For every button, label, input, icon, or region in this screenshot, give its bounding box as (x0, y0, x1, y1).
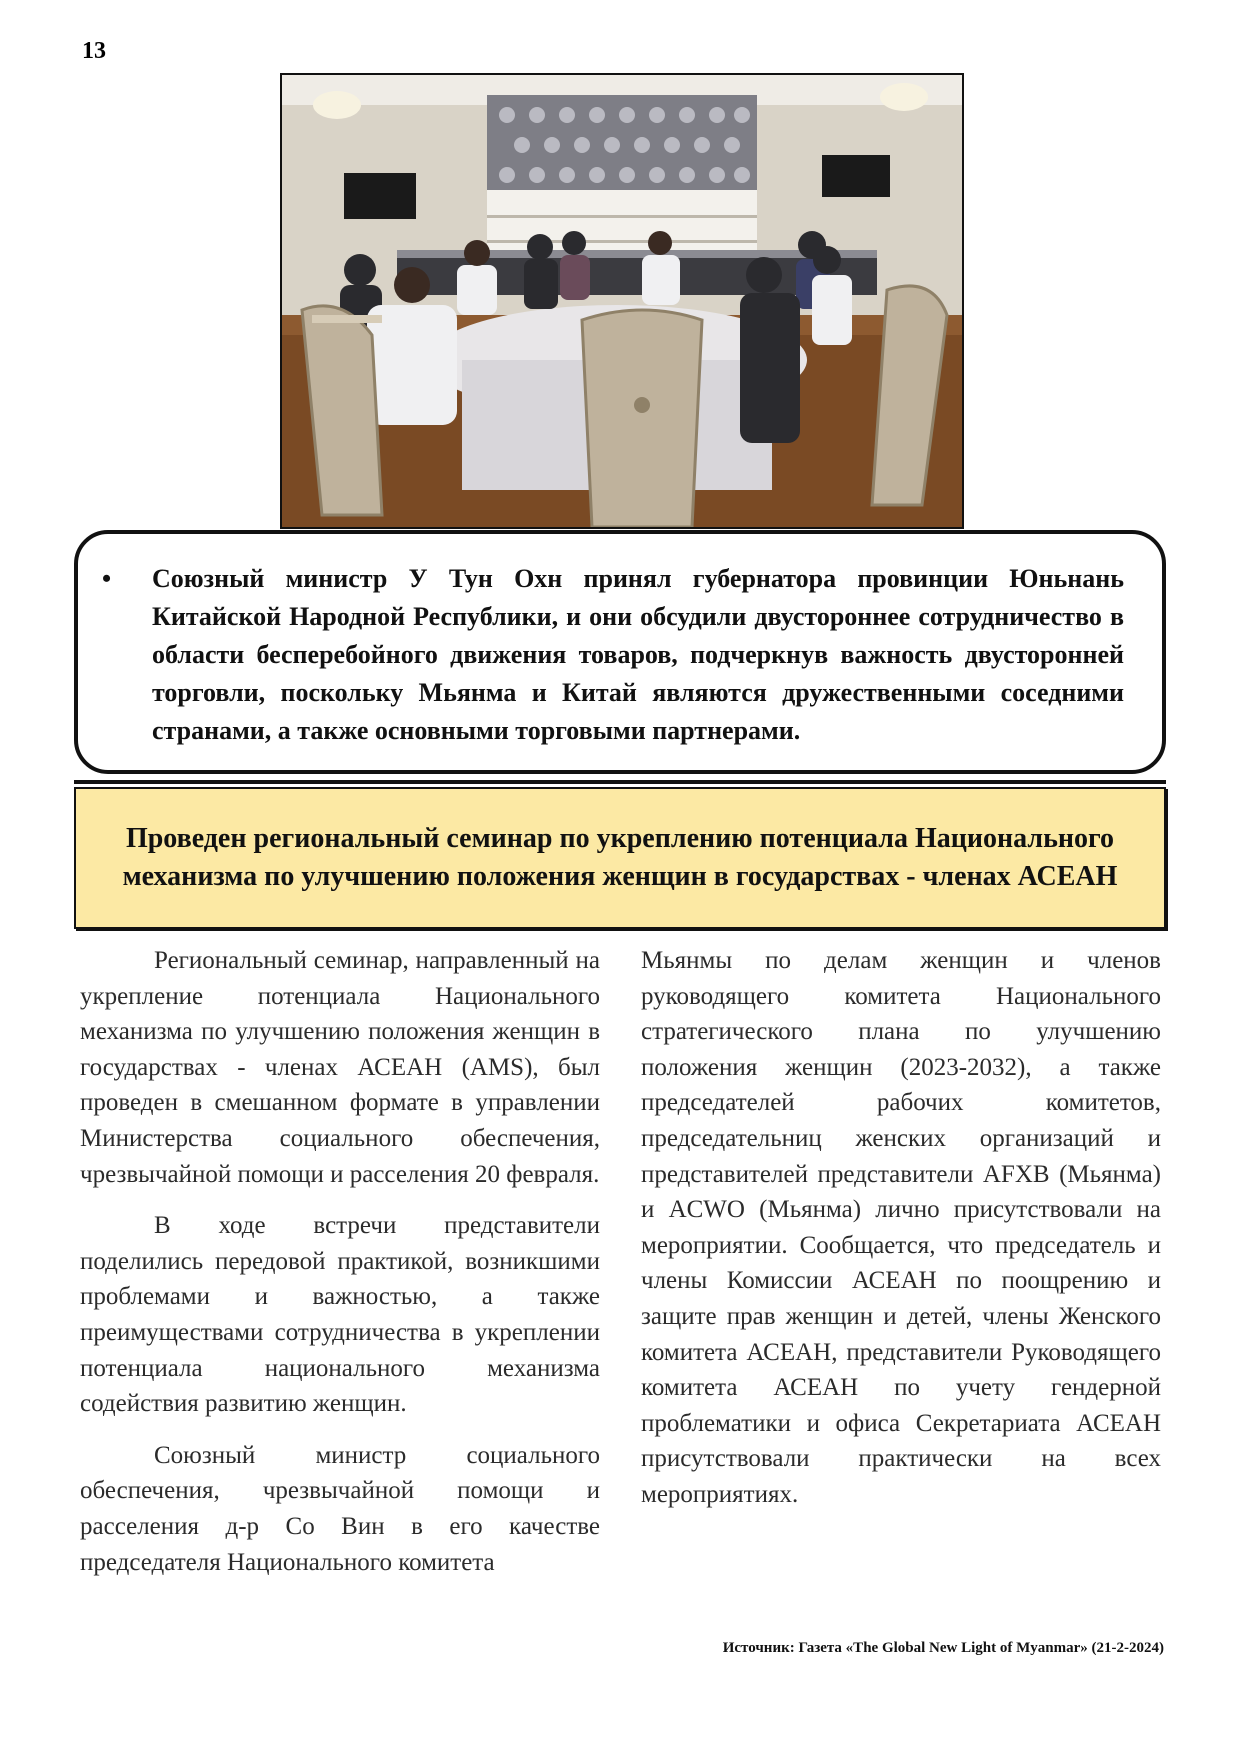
caption-list (132, 560, 1124, 750)
article-column-right (641, 943, 1161, 1529)
section-divider (74, 780, 1166, 784)
headline-box (74, 787, 1166, 929)
article-paragraph: Мьянмы по делам женщин и членов руководящего комитета Национального стратегического плана по улучшению положения женщин (2023-2032), а также председателей рабочих комитетов, председательниц женских организаций и представителей представители AFXB (Мьянма) и ACWO (Мьянма) лично присутствовали на мероприятии. Сообщается, что председатель и члены Комиссии АСЕАН по поощрению и защите прав женщин и детей, члены Женского комитета АСЕАН, представители Руководящего комитета АСЕАН по учету гендерной проблематики и офиса Секретариата АСЕАН присутствовали практически на всех мероприятиях. (641, 947, 1161, 1508)
banquet-photo-illustration (282, 75, 962, 527)
article-column-left (80, 943, 600, 1596)
article-paragraph: Региональный семинар, направленный на укрепление потенциала Национального механизма по улучшению положения женщин в государствах - членах АСЕАН (AMS), был проведен в смешанном формате в управлении Министерства социального обеспечения, чрезвычайной помощи и расселения 20 февраля. (80, 947, 600, 1188)
source-credit: Источник: Газета «The Global New Light of Myanmar» (21-2-2024) (722, 1640, 1164, 1656)
photo-caption-box (74, 530, 1166, 774)
article-paragraph: В ходе встречи представители поделились передовой практикой, возникшими проблемами и важностью, а также преимуществами сотрудничества в укреплении потенциала национального механизма содействия развитию женщин. (80, 1212, 600, 1418)
meeting-photo (280, 73, 964, 529)
page-number: 13 (82, 38, 106, 64)
article-paragraph: Союзный министр социального обеспечения, чрезвычайной помощи и расселения д-р Со Вин в его качестве председателя Национального комитета (80, 1441, 600, 1576)
caption-item: • Союзный министр У Тун Охн принял губернатора провинции Юньнань Китайской Народной Республики, и они обсудили двустороннее сотрудничество в области бесперебойного движения товаров, подчеркнув важность двусторонней торговли, поскольку Мьянма и Китай являются дружественными соседними странами, а также основными торговыми партнерами. (132, 560, 1124, 750)
article-headline: Проведен региональный семинар по укреплению потенциала Национального механизма по улучшению положения женщин в государствах - членах АСЕАН (122, 823, 1118, 892)
